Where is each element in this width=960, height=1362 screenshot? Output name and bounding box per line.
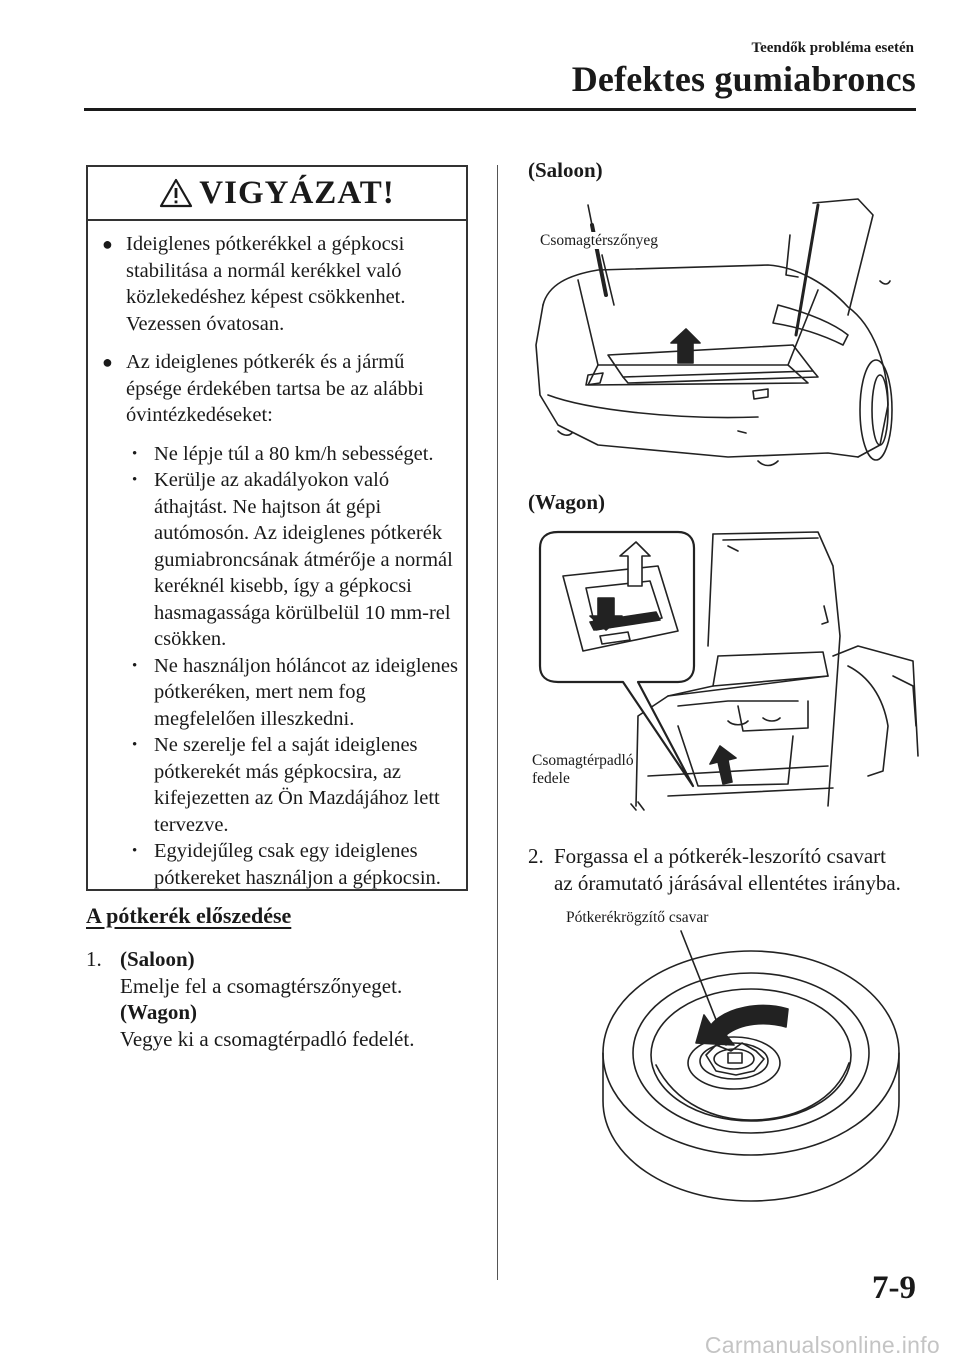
warning-triangle-icon <box>159 178 193 208</box>
bullet-icon: ● <box>102 352 113 372</box>
warning-item: ● Az ideiglenes pótkerék és a jármű épsége érdekében tartsa be az alábbi óvintézkedéseket: <box>102 351 424 426</box>
watermark-link[interactable]: Carmanualsonline.info <box>704 1332 940 1358</box>
spare-wheel-illustration <box>566 905 906 1205</box>
column-divider <box>497 165 498 1280</box>
bullet-icon: • <box>132 737 138 753</box>
warning-header <box>88 167 466 221</box>
step1-wagon-text: Vegye ki a csomagtérpadló fedelét. <box>120 1026 415 1051</box>
bullet-icon: • <box>132 843 138 859</box>
warning-item: ● Ideiglenes pótkerékkel a gépkocsi stabilitása a normál kerékkel való közlekedéshez képest csökkenhet. Vezessen óvatosan. <box>102 233 406 335</box>
saloon-trunk-illustration <box>528 195 900 477</box>
page-title: Defektes gumiabroncs <box>571 59 916 99</box>
step2-line2: az óramutató járásával ellentétes irányba. <box>554 871 901 895</box>
step1-saloon-label: (Saloon) <box>120 947 195 971</box>
warning-subitem: • Ne lépje túl a 80 km/h sebességet. <box>88 441 466 468</box>
warning-subitem: • Ne szerelje fel a saját ideiglenes pótkerekét más gépkocsira, az kifejezetten az Ön Mazdájához lett tervezve. <box>132 734 440 836</box>
step-number: 2. <box>528 844 544 868</box>
step2-line1: Forgassa el a pótkerék-leszorító csavart <box>554 844 886 868</box>
header-rule <box>84 108 916 111</box>
bullet-icon: ● <box>102 234 113 254</box>
bullet-icon: • <box>132 472 138 488</box>
section-title: A pótkerék előszedése <box>86 903 292 928</box>
step1-wagon-label: (Wagon) <box>120 1000 198 1024</box>
wagon-figure-label: (Wagon) <box>528 490 606 514</box>
wheel-bolt-callout: Pótkerékrögzítő csavar <box>566 909 709 926</box>
wagon-cover-callout-line2: fedele <box>532 770 570 787</box>
wagon-trunk-illustration <box>528 526 920 816</box>
warning-title: VIGYÁZAT! <box>199 174 395 211</box>
step1-saloon-text: Emelje fel a csomagtérszőnyeget. <box>120 973 403 998</box>
bullet-icon: • <box>132 657 138 674</box>
warning-subitem: • Kerülje az akadályokon való áthajtást. Ne hajtson át gépi autómosón. Az ideiglenes pótkerék gumiabroncsának átmérője a normál keréknél kisebb, így a gépkocsi hasmagassága körülbelül 10 mm-rel csökken. <box>132 469 453 650</box>
step-number: 1. <box>86 947 102 971</box>
saloon-mat-callout: Csomagtérszőnyeg <box>540 232 658 249</box>
wagon-cover-callout-line1: Csomagtérpadló <box>532 752 634 769</box>
warning-subitem: • Ne használjon hóláncot az ideiglenes pótkeréken, mert nem fog megfelelően illeszkedni. <box>132 654 458 730</box>
section-header: Teendők probléma esetén <box>751 40 914 56</box>
warning-body <box>88 231 466 891</box>
warning-box <box>86 165 468 891</box>
page-number: 7-9 <box>872 1270 916 1306</box>
bullet-icon: • <box>132 445 138 462</box>
warning-subitem: • Egyidejűleg csak egy ideiglenes pótkereket használjon a gépkocsin. <box>132 840 441 889</box>
saloon-figure-label: (Saloon) <box>528 158 603 182</box>
warning-sublist <box>88 441 466 892</box>
